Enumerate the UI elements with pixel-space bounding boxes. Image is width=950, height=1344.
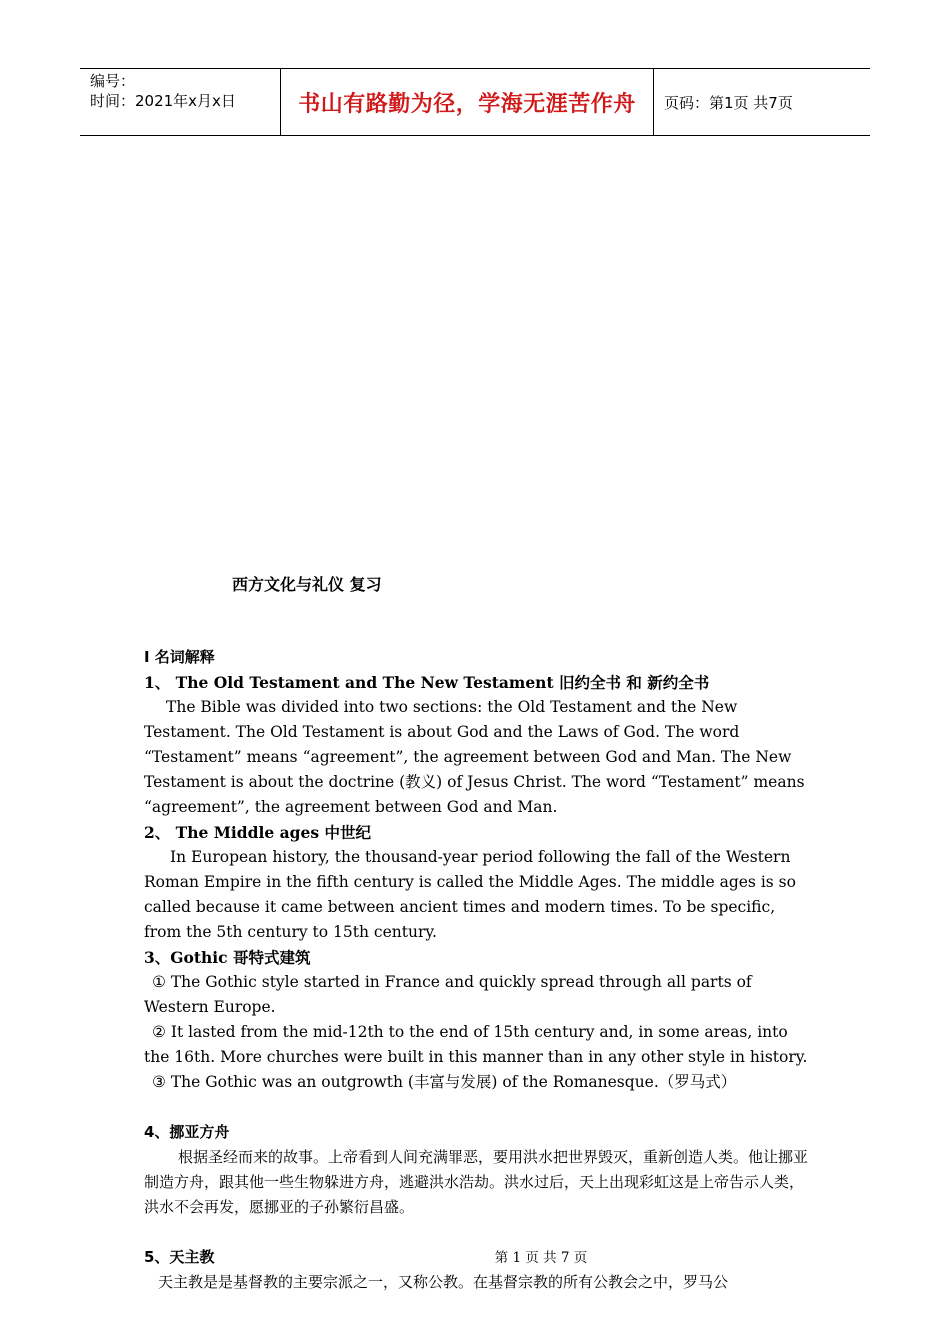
item-text-4: 根据圣经而来的故事。上帝看到人间充满罪恶，要用洪水把世界毁灭，重新创造人类。他让挪亚制造方舟，跟其他一些生物躲进方舟，逃避洪水浩劫。洪水过后，天上出现彩虹这是上帝告示人类，洪水不会再发，愿挪亚的子孙繁衍昌盛。 <box>144 1148 809 1216</box>
item-heading-3: 3、Gothic 哥特式建筑 <box>144 948 311 967</box>
page-label: 页码：第1页 共7页 <box>664 93 793 112</box>
header-meta <box>80 69 281 135</box>
page-footer <box>0 1246 950 1266</box>
document-body <box>144 645 816 1295</box>
header-motto-cell <box>281 69 654 135</box>
number-label: 编号： <box>90 72 136 90</box>
item-point-3-3: ③ The Gothic was an outgrowth (丰富与发展) of the Romanesque.（罗马式） <box>152 1073 737 1091</box>
header-page-cell <box>654 69 870 135</box>
time-label: 时间：2021年x月x日 <box>90 92 236 110</box>
page-header <box>80 68 870 136</box>
item-heading-1: 1、 The Old Testament and The New Testament 旧约全书 和 新约全书 <box>144 673 710 692</box>
item-heading-5: 5、天主教 <box>144 1248 215 1266</box>
item-point-3-1: ① The Gothic style started in France and quickly spread through all parts of Western Europe. <box>144 973 752 1016</box>
item-text-5: 天主教是是基督教的主要宗派之一，又称公教。在基督宗教的所有公教会之中，罗马公 <box>158 1273 729 1291</box>
header-motto: 书山有路勤为径，学海无涯苦作舟 <box>298 91 636 117</box>
section-heading: I 名词解释 <box>144 648 215 666</box>
item-point-3-2: ② It lasted from the mid-12th to the end of 15th century and, in some areas, into the 16th. More churches were built in this manner than in any other style in history. <box>144 1023 808 1066</box>
footer-page-number: 第 1 页 共 7 页 <box>494 1250 588 1266</box>
spacer <box>144 1095 816 1120</box>
item-text-1: The Bible was divided into two sections: the Old Testament and the New Testament. The Old Testament is about God and the Laws of God. The word “Testament” means “agreement”, the agreement between God and Man. The New Testament is about the doctrine (教义) of Jesus Christ. The word “Testament” means “agreement”, the agreement between God and Man. <box>144 698 805 816</box>
document-title: 西方文化与礼仪 复习 <box>232 575 382 594</box>
spacer <box>144 1220 816 1245</box>
item-heading-4: 4、挪亚方舟 <box>144 1123 230 1141</box>
item-heading-2: 2、 The Middle ages 中世纪 <box>144 823 371 842</box>
item-text-2: In European history, the thousand-year period following the fall of the Western Roman Empire in the fifth century is called the Middle Ages. The middle ages is so called because it came between ancient times and modern times. To be specific, from the 5th century to 15th century. <box>144 848 796 941</box>
